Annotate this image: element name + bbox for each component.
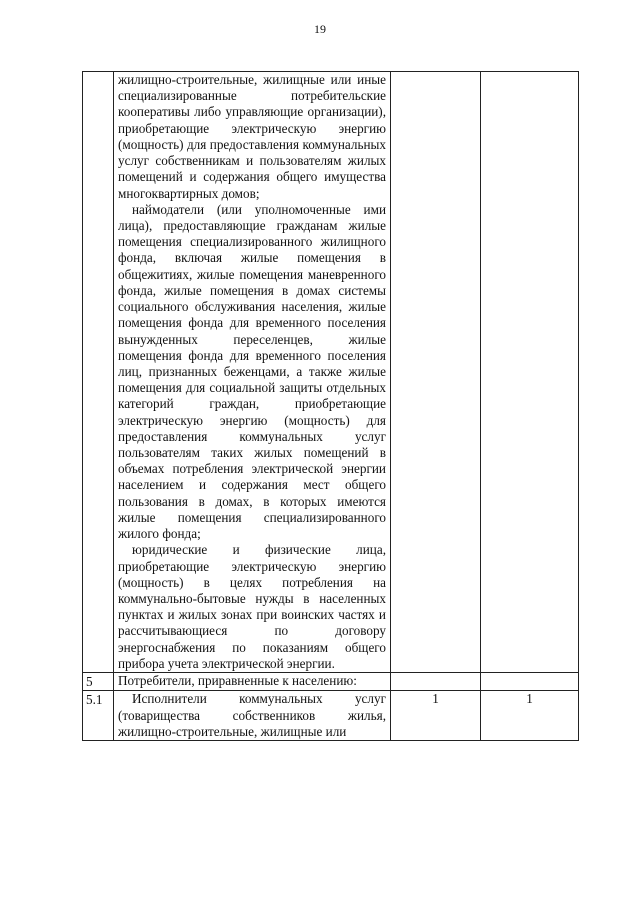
row-value-1 (391, 673, 481, 691)
row-number (83, 72, 114, 673)
row-value-1: 1 (391, 691, 481, 741)
row-number: 5 (83, 673, 114, 691)
paragraph: Исполнители коммунальных услуг (товарищества собственников жилья, жилищно-строительные, жилищные или (118, 691, 386, 739)
row-description (114, 691, 391, 741)
paragraph: юридические и физические лица, приобретающие электрическую энергию (мощность) в целях потребления на коммунально-бытовые нужды в населенных пунктах и жилых зонах при воинских частях и рассчитывающиеся по договору энергоснабжения по показаниям общего прибора учета электрической энергии. (118, 542, 386, 671)
row-text: Потребители, приравненные к населению: (118, 673, 357, 689)
paragraph: наймодатели (или уполномоченные ими лица), предоставляющие гражданам жилые помещения специализированного жилищного фонда, включая жилые помещения в общежитиях, жилые помещения маневренного фонда, жилые помещения в домах системы социального обслуживания населения, жилые помещения фонда для временного поселения вынужденных переселенцев, жилые помещения фонда для временного поселения лиц, признанных беженцами, а также жилые помещения для социальной защиты отдельных категорий граждан, приобретающие электрическую энергию (мощность) для предоставления коммунальных услуг пользователям таких жилых помещений в объемах потребления электрической энергии населением и содержания мест общего пользования в домах, в которых имеются жилые помещения специализированного жилого фонда; (118, 201, 386, 542)
row-description (114, 673, 391, 691)
row-number: 5.1 (83, 691, 114, 741)
paragraph: жилищно-строительные, жилищные или иные специализированные потребительские кооперативы либо управляющие организации), приобретающие электрическую энергию (мощность) для предоставления коммунальных услуг собственникам и пользователям жилых помещений и содержания общего имущества многоквартирных домов; (118, 72, 386, 201)
row-value-1 (391, 72, 481, 673)
row-value-2 (481, 72, 579, 673)
table-row (83, 691, 579, 741)
page-number: 19 (314, 22, 326, 36)
row-description (114, 72, 391, 673)
tariff-table (82, 71, 579, 741)
table-row (83, 72, 579, 673)
row-value-2: 1 (481, 691, 579, 741)
row-value-2 (481, 673, 579, 691)
table-row (83, 673, 579, 691)
